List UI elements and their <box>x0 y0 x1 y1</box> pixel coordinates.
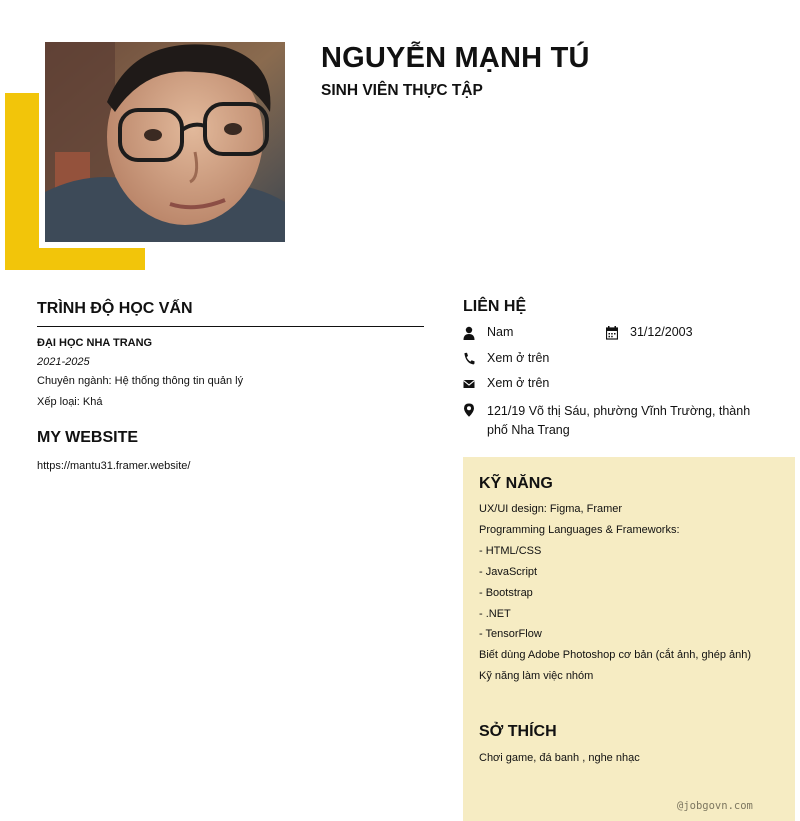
skill-item: UX/UI design: Figma, Framer <box>479 503 623 515</box>
skill-item: Programming Languages & Frameworks: <box>479 524 680 536</box>
school-rank: Xếp loại: Khá <box>37 396 103 408</box>
hobbies-text: Chơi game, đá banh , nghe nhạc <box>479 752 640 764</box>
location-pin-icon <box>463 403 475 417</box>
contact-phone: Xem ở trên <box>487 351 550 365</box>
profile-photo <box>45 42 285 242</box>
contact-email: Xem ở trên <box>487 376 550 390</box>
phone-icon <box>463 352 475 366</box>
skills-heading: KỸ NĂNG <box>479 475 553 492</box>
email-icon <box>463 377 475 391</box>
contact-address: 121/19 Võ thị Sáu, phường Vĩnh Trường, thành phố Nha Trang <box>487 404 751 437</box>
school-name: ĐẠI HỌC NHA TRANG <box>37 337 153 349</box>
calendar-icon <box>606 326 618 340</box>
person-name: NGUYỄN MẠNH TÚ <box>321 42 590 74</box>
school-years: 2021-2025 <box>37 356 90 368</box>
skill-item: - TensorFlow <box>479 628 542 640</box>
skill-item: - .NET <box>479 608 511 620</box>
contact-gender: Nam <box>487 325 514 339</box>
education-divider <box>37 326 424 327</box>
accent-bar-horizontal <box>5 248 145 270</box>
skill-item: Biết dùng Adobe Photoshop cơ bản (cắt ảnh, ghép ảnh) <box>479 649 752 661</box>
skills-panel <box>463 457 795 821</box>
website-link[interactable]: https://mantu31.framer.website/ <box>37 460 191 472</box>
skill-item: - HTML/CSS <box>479 545 542 557</box>
skill-item: Kỹ năng làm việc nhóm <box>479 670 594 682</box>
website-heading: MY WEBSITE <box>37 429 139 446</box>
skill-item: - Bootstrap <box>479 587 533 599</box>
education-heading: TRÌNH ĐỘ HỌC VẤN <box>37 300 193 317</box>
person-icon <box>463 326 475 340</box>
accent-bar-vertical <box>5 93 39 270</box>
job-title: SINH VIÊN THỰC TẬP <box>321 82 483 99</box>
watermark: @jobgovn.com <box>677 800 753 812</box>
contact-heading: LIÊN HỆ <box>463 298 527 315</box>
hobbies-heading: SỞ THÍCH <box>479 723 557 740</box>
school-major: Chuyên ngành: Hệ thống thông tin quản lý <box>37 375 244 387</box>
skill-item: - JavaScript <box>479 566 538 578</box>
contact-birthday: 31/12/2003 <box>630 325 693 339</box>
